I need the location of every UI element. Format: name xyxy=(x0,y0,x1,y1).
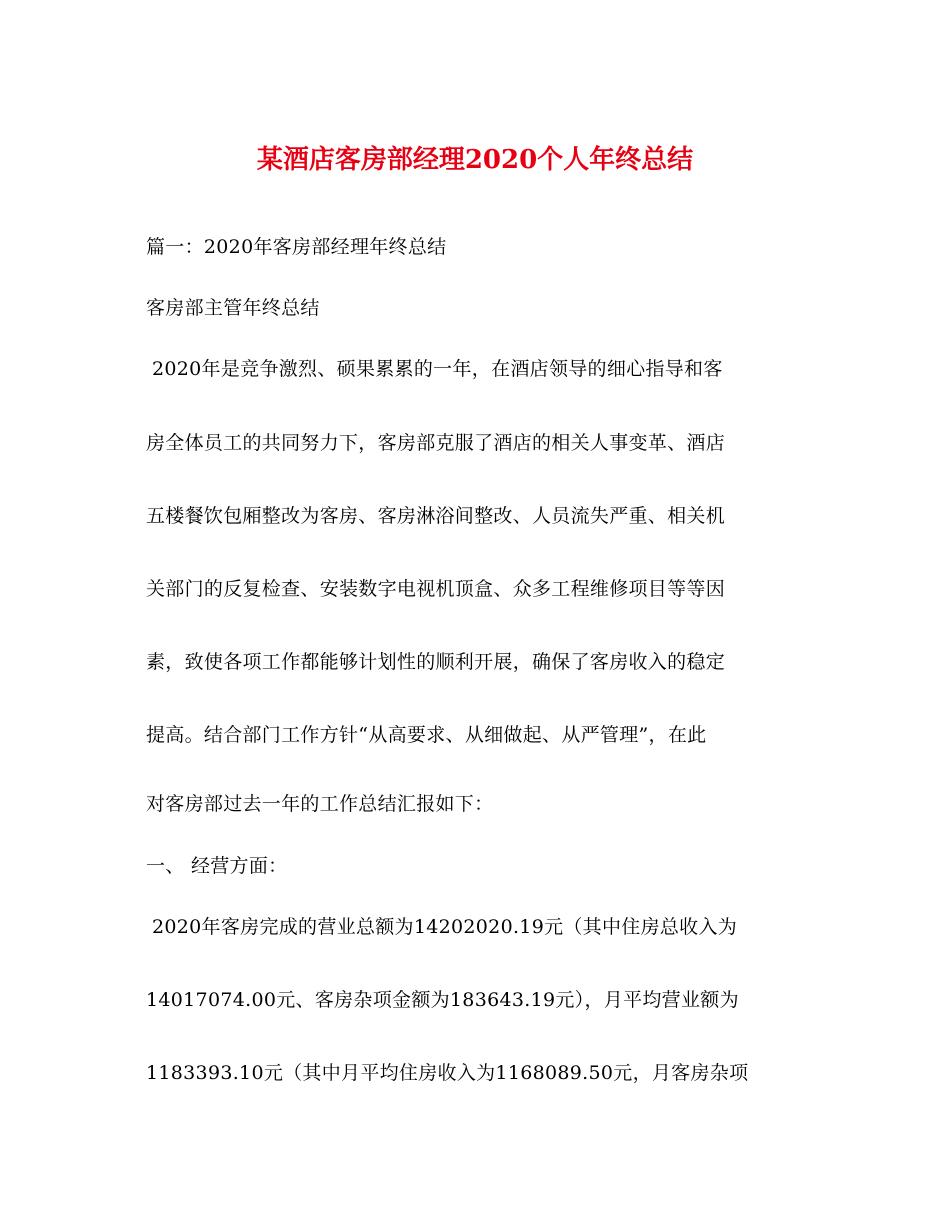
paragraph-line: 提高。结合部门工作方针“从高要求、从细做起、从严管理”，在此 xyxy=(146,724,707,746)
document-title: 某酒店客房部经理2020个人年终总结 xyxy=(256,145,694,175)
paragraph-line: 14017074.00元、客房杂项金额为183643.19元），月平均营业额为 xyxy=(146,989,739,1011)
paragraph-line: 素，致使各项工作都能够计划性的顺利开展，确保了客房收入的稳定 xyxy=(146,651,726,673)
subheading: 客房部主管年终总结 xyxy=(146,297,320,319)
paragraph-line: 对客房部过去一年的工作总结汇报如下： xyxy=(146,793,494,815)
paragraph-line: 2020年客房完成的营业总额为14202020.19元（其中住房总收入为 xyxy=(152,916,738,938)
section-heading-operations: 一、 经营方面： xyxy=(146,855,288,877)
section-heading-part-one: 篇一：2020年客房部经理年终总结 xyxy=(146,236,447,258)
paragraph-line: 五楼餐饮包厢整改为客房、客房淋浴间整改、人员流失严重、相关机 xyxy=(146,505,726,527)
paragraph-line: 房全体员工的共同努力下，客房部克服了酒店的相关人事变革、酒店 xyxy=(146,432,726,454)
paragraph-line: 2020年是竞争激烈、硕果累累的一年，在酒店领导的细心指导和客 xyxy=(152,358,723,380)
paragraph-line: 1183393.10元（其中月平均住房收入为1168089.50元，月客房杂项 xyxy=(146,1062,749,1084)
paragraph-line: 关部门的反复检查、安装数字电视机顶盒、众多工程维修项目等等因 xyxy=(146,578,726,600)
